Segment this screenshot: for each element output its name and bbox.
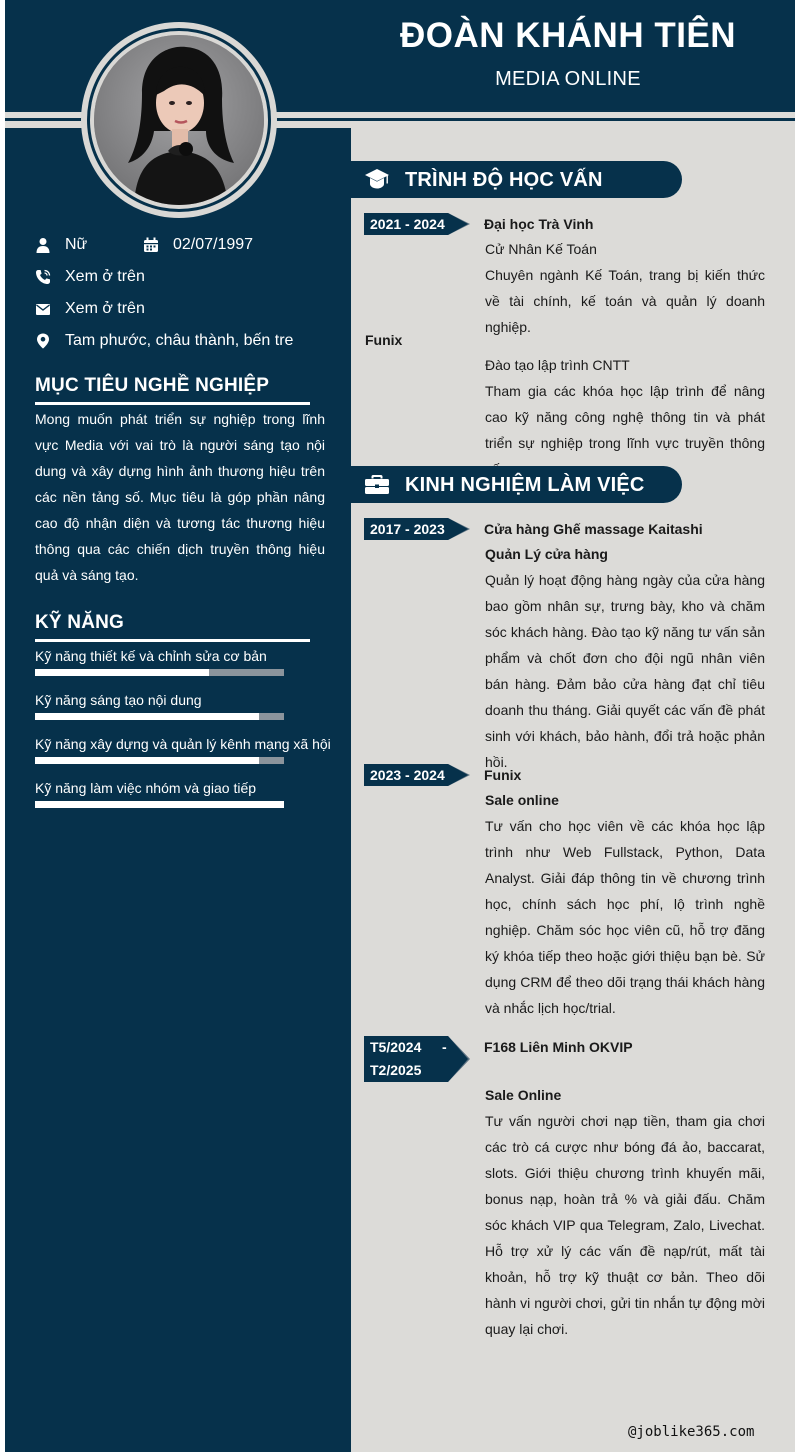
experience-banner (351, 466, 682, 503)
degree: Cử Nhân Kế Toán (485, 241, 597, 257)
education-description: Tham gia các khóa học lập trình để nâng cao kỹ năng công nghệ thông tin và phát triển sự nghiệp trong lĩnh vực truyền thông (485, 383, 765, 451)
period-tag (364, 1036, 468, 1082)
skill-bar (35, 713, 284, 720)
company-name: F168 Liên Minh OKVIP (484, 1039, 633, 1055)
user-icon (35, 237, 51, 253)
period-end: T2/2025 (370, 1062, 422, 1078)
skill-bar-fill (35, 713, 259, 720)
period-start: T5/2024 (370, 1039, 422, 1055)
skill-bar-fill (35, 669, 209, 676)
briefcase-icon (364, 472, 390, 496)
company-name: Funix (484, 767, 522, 783)
skill-bar (35, 669, 284, 676)
period-tag (364, 518, 468, 540)
period-text (364, 1036, 448, 1082)
contact-address (35, 331, 335, 351)
job-position: Sale online (485, 792, 559, 808)
contact-email (35, 299, 325, 319)
skill-label: Kỹ năng xây dựng và quản lý kênh mạng xã hội (35, 736, 331, 752)
degree: Đào tạo lập trình CNTT (485, 357, 630, 373)
phone-text: Xem ở trên (65, 268, 145, 285)
address-text: Tam phước, châu thành, bến tre (65, 332, 294, 349)
skill-label: Kỹ năng thiết kế và chỉnh sửa cơ bản (35, 648, 267, 664)
resume-page (5, 0, 795, 1452)
job-description: Tư vấn người chơi nạp tiền, tham gia chơi các trò cá cược như bóng đá ảo, baccarat, slots. Giới thiệu chương trình khuyến mãi, bonus nạp, hoàn trả % và giải đấu. Chăm sóc khách VIP qua Telegram, Zalo, Livechat. Hỗ trợ xử lý các vấn đề nạp/rút, mất tài khoản, hỗ trợ kỹ thuật cơ bản. Theo dõi hành vi người chơi, gửi tin nhắn tự động mời quay lại chơi. (485, 1113, 765, 1337)
objective-heading: MỤC TIÊU NGHỀ NGHIỆP (35, 375, 270, 396)
skill-label: Kỹ năng làm việc nhóm và giao tiếp (35, 780, 257, 796)
job-description: Quản lý hoạt động hàng ngày của cửa hàng bao gồm nhân sự, trưng bày, kho và chăm sóc khách hàng. Đào tạo kỹ năng tư vấn sản phẩm và chốt đơn cho đội ngũ nhân viên bán hàng. Đảm bảo cửa hàng đạt chỉ tiêu doanh thu tháng. Giải quyết các vấn đề phát sinh với khách, bảo hành, đổi trả hoặc phản hồi. (485, 572, 765, 770)
education-banner (351, 161, 682, 198)
job-position: Quản Lý cửa hàng (485, 546, 608, 562)
period-text: 2021 - 2024 (364, 213, 448, 235)
birthdate-text: 02/07/1997 (173, 236, 254, 253)
candidate-name: ĐOÀN KHÁNH TIÊN (399, 16, 737, 55)
contact-birthdate (143, 235, 323, 255)
skill-bar-fill (35, 801, 284, 808)
gender-text: Nữ (65, 236, 88, 253)
period-tag (364, 213, 468, 235)
email-text: Xem ở trên (65, 300, 145, 317)
location-icon (35, 333, 51, 349)
footer-watermark: @joblike365.com (628, 1424, 755, 1440)
contact-gender (35, 235, 155, 255)
email-icon (35, 301, 51, 317)
skill-bar-fill (35, 757, 259, 764)
period-separator: - (442, 1039, 447, 1055)
education-heading: TRÌNH ĐỘ HỌC VẤN (405, 169, 603, 191)
period-tag (364, 764, 468, 786)
calendar-icon (143, 237, 159, 253)
experience-heading: KINH NGHIỆM LÀM VIỆC (405, 474, 645, 496)
education-description: Chuyên ngành Kế Toán, trang bị kiến thức về tài chính, kế toán và quản lý doanh nghiệp. (485, 267, 765, 335)
period-text: 2023 - 2024 (364, 764, 448, 786)
graduation-cap-icon (364, 167, 390, 191)
objective-text: Mong muốn phát triển sự nghiệp trong lĩnh vực Media với vai trò là người sáng tạo nội dung và xây dựng hình ảnh thương hiệu trên các nền tảng số. Mục tiêu là góp phần nâng cao độ nhận diện và tương tác thương hiệu thông qua các chiến dịch truyền thông hiệu quả và sáng tạo. (35, 411, 325, 583)
skills-heading: KỸ NĂNG (35, 612, 125, 633)
skill-label: Kỹ năng sáng tạo nội dung (35, 692, 202, 708)
phone-icon (35, 269, 51, 285)
job-position: Sale Online (485, 1087, 562, 1103)
contact-phone (35, 267, 325, 287)
company-name: Cửa hàng Ghế massage Kaitashi (484, 521, 703, 537)
period-text: 2017 - 2023 (364, 518, 448, 540)
avatar (94, 35, 264, 205)
school-name: Funix (365, 332, 403, 348)
job-description: Tư vấn cho học viên về các khóa học lập trình như Web Fullstack, Python, Data Analyst. Giải đáp thông tin về chương trình học, chính sách học phí, lộ trình nghề nghiệp. Chăm sóc học viên cũ, hỗ trợ đăng ký khóa tiếp theo hoặc giới thiệu bạn bè. Sử dụng CRM để theo dõi trạng thái khách hàng và nhắc lịch học/trial. (485, 818, 765, 1016)
candidate-role: MEDIA ONLINE (495, 68, 641, 90)
skill-bar (35, 801, 284, 808)
skills-rule (35, 639, 310, 642)
school-name: Đại học Trà Vinh (484, 216, 594, 232)
objective-rule (35, 402, 310, 405)
skill-bar (35, 757, 284, 764)
